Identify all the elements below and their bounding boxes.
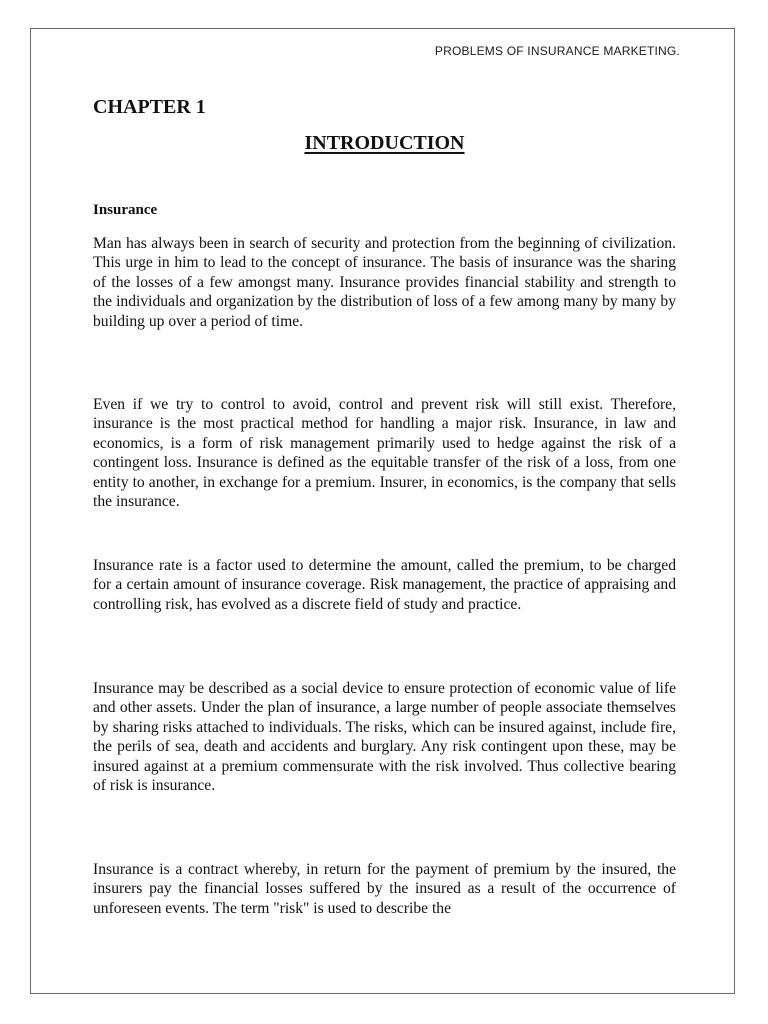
- paragraph-5: Insurance is a contract whereby, in return for the payment of premium by the insured, the insurers pay the financial losses suffered by the insured as a result of the occurrence of unforeseen events. The term "risk" is used to describe the: [93, 861, 676, 917]
- paragraph-1: Man has always been in search of security and protection from the beginning of civilization. This urge in him to lead to the concept of insurance. The basis of insurance was the sharing of the losses of a few amongst many. Insurance provides financial stability and strength to the individuals and organization by the distribution of loss of a few among many by many by building up over a period of time.: [93, 235, 676, 330]
- chapter-title-text: INTRODUCTION: [304, 132, 465, 154]
- paragraph-4: Insurance may be described as a social device to ensure protection of economic value of life and other assets. Under the plan of insurance, a large number of people associate themselves by sharing risks attached to individuals. The risks, which can be insured against, include fire, the perils of sea, death and accidents and burglary. Any risk contingent upon these, may be insured against at a premium commensurate with the risk involved. Thus collective bearing of risk is insurance.: [93, 680, 676, 795]
- chapter-label: CHAPTER 1: [93, 96, 206, 118]
- chapter-title: [93, 132, 676, 155]
- section-heading: Insurance: [93, 202, 158, 218]
- paragraph-2: Even if we try to control to avoid, control and prevent risk will still exist. Therefore, insurance is the most practical method for handling a major risk. Insurance, in law and economics, is a form of risk management primarily used to hedge against the risk of a contingent loss. Insurance is defined as the equitable transfer of the risk of a loss, from one entity to another, in exchange for a premium. Insurer, in economics, is the company that sells the insurance.: [93, 396, 676, 511]
- running-header: PROBLEMS OF INSURANCE MARKETING.: [434, 44, 680, 58]
- paragraph-3: Insurance rate is a factor used to determine the amount, called the premium, to be charged for a certain amount of insurance coverage. Risk management, the practice of appraising and controlling risk, has evolved as a discrete field of study and practice.: [93, 557, 676, 613]
